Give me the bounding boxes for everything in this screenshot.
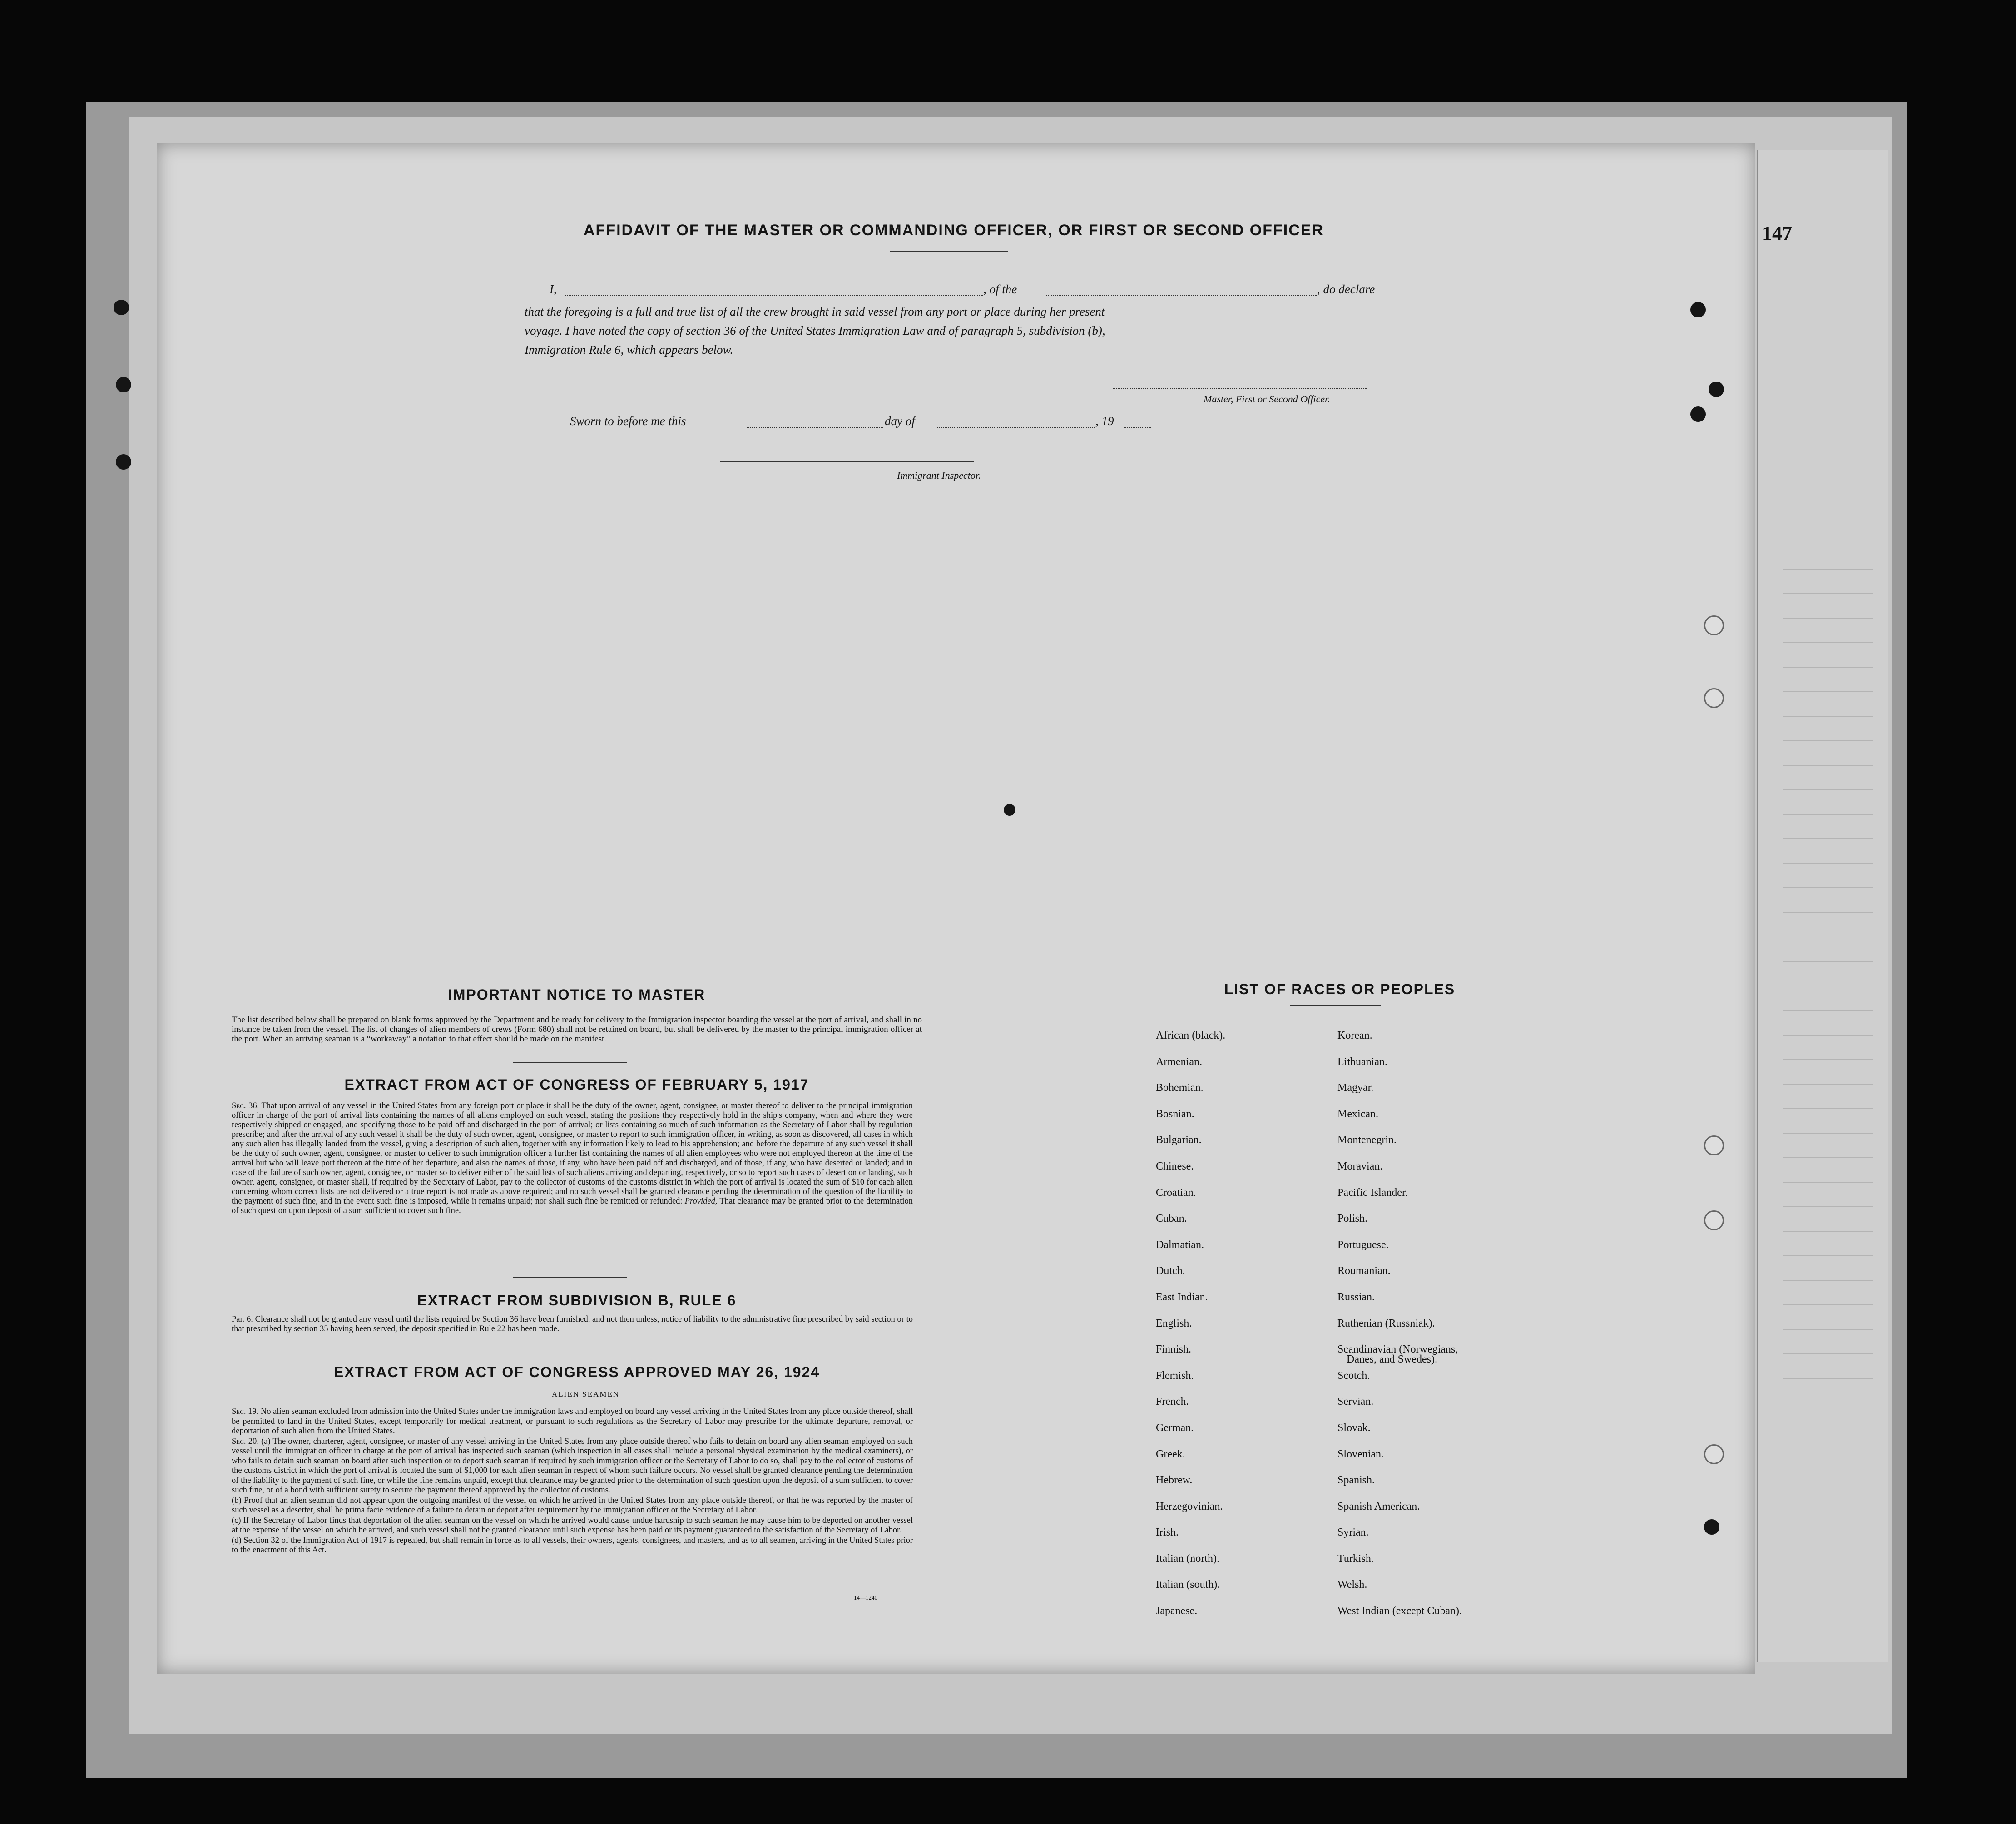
- proviso-text: That clearance may be granted prior to the determination of such question upon deposit of a sum sufficient to cover such fine.: [232, 1197, 913, 1215]
- section-label: Sec. 36.: [232, 1101, 259, 1110]
- sec-20b-text: (b) Proof that an alien seaman did not appear upon the outgoing manifest of the vessel on which he arrived in the United States from any place outside thereof, or that he was reported by the master of such vessel as a deserter, shall be prima facie evidence of a failure to detain or deport after requirement by the immigration officer or the Secretary of Labor.: [232, 1496, 913, 1515]
- sworn-day-field[interactable]: [747, 427, 883, 428]
- race-item: African (black).: [1156, 1030, 1226, 1041]
- affidavit-body-line: that the foregoing is a full and true list of all the crew brought in said vessel from any port or place during her present: [525, 305, 1105, 318]
- officer-name-field[interactable]: [565, 295, 983, 296]
- races-title-rule: [1290, 1005, 1381, 1006]
- race-item: Bosnian.: [1156, 1108, 1194, 1120]
- page-number: 147: [1762, 222, 1792, 244]
- section-label: Sec. 20.: [232, 1437, 259, 1446]
- affidavit-title: AFFIDAVIT OF THE MASTER OR COMMANDING OFFICER, OR FIRST OR SECOND OFFICER: [584, 222, 1324, 239]
- race-item: Finnish.: [1156, 1343, 1192, 1356]
- section-label: Sec. 19.: [232, 1407, 259, 1416]
- sworn-year-field[interactable]: [1124, 427, 1151, 428]
- ink-dot: [1004, 804, 1015, 816]
- race-item: Hebrew.: [1156, 1474, 1193, 1487]
- binder-hole: [116, 454, 131, 470]
- race-item: West Indian (except Cuban).: [1337, 1605, 1462, 1617]
- race-item: Lithuanian.: [1337, 1056, 1387, 1068]
- act-1924-body: [232, 1407, 913, 1556]
- race-item: Slovenian.: [1337, 1448, 1384, 1460]
- race-item: Armenian.: [1156, 1056, 1202, 1068]
- race-item: Polish.: [1337, 1213, 1368, 1225]
- race-item: Bulgarian.: [1156, 1134, 1202, 1146]
- race-item: Irish.: [1156, 1527, 1179, 1539]
- inspector-label: Immigrant Inspector.: [897, 470, 981, 481]
- race-item: Greek.: [1156, 1448, 1185, 1460]
- act-1924-paragraph: [232, 1407, 913, 1437]
- race-item: Scandinavian (Norwegians,: [1337, 1343, 1458, 1356]
- signature-label: Master, First or Second Officer.: [1204, 393, 1330, 405]
- affidavit-body-line: voyage. I have noted the copy of section 36 of the United States Immigration Law and of paragraph 5, subdivision (b),: [525, 324, 1105, 337]
- race-item: Servian.: [1337, 1396, 1374, 1408]
- race-item: Portuguese.: [1337, 1239, 1389, 1251]
- notice-title: IMPORTANT NOTICE TO MASTER: [448, 986, 706, 1003]
- race-item: Bohemian.: [1156, 1082, 1204, 1094]
- vessel-name-field[interactable]: [1045, 295, 1317, 296]
- act-1917-body: [232, 1101, 913, 1216]
- race-item: Ruthenian (Russniak).: [1337, 1317, 1435, 1329]
- race-item: Magyar.: [1337, 1082, 1374, 1094]
- section-rule: [513, 1062, 627, 1063]
- binder-hole: [1690, 406, 1706, 422]
- race-item: Japanese.: [1156, 1605, 1198, 1617]
- notice-body: The list described below shall be prepared on blank forms approved by the Department and be ready for delivery to the Immigration inspector boarding the vessel at the port of arrival, and shall in no instance be taken from the vessel. The list of changes of alien members of crews (Form 680) shall not be retained on board, but shall be delivered by the master to the principal immigration officer at the port. When an arriving seaman is a “workaway” a notation to that effect should be made on the manifest.: [232, 1015, 922, 1044]
- ledger-ruled-lines: [1783, 545, 1873, 1408]
- binder-hole: [1704, 1519, 1719, 1535]
- binder-hole: [116, 377, 131, 392]
- alien-seamen-subtitle: ALIEN SEAMEN: [552, 1390, 620, 1398]
- year-label: , 19: [1095, 414, 1114, 428]
- race-item: Flemish.: [1156, 1369, 1194, 1382]
- race-item: Korean.: [1337, 1030, 1372, 1041]
- title-rule: [890, 251, 1008, 252]
- sec-20d-text: (d) Section 32 of the Immigration Act of 1917 is repealed, but shall remain in force as to all vessels, their owners, agents, consignees, and masters, and as to all seamen, arriving in the United States prior to the enactment of this Act.: [232, 1536, 913, 1555]
- affidavit-of-the-label: , of the: [983, 283, 1017, 296]
- sworn-label: Sworn to before me this: [570, 414, 686, 428]
- races-title: LIST OF RACES OR PEOPLES: [1224, 981, 1456, 997]
- signature-line[interactable]: [1113, 388, 1367, 389]
- binder-hole-ring: [1704, 688, 1724, 708]
- subdivision-title: EXTRACT FROM SUBDIVISION B, RULE 6: [417, 1292, 737, 1309]
- races-left-column: [1156, 1023, 1225, 1625]
- race-item: Herzegovinian.: [1156, 1500, 1223, 1512]
- race-item: Chinese.: [1156, 1160, 1194, 1172]
- section-rule: [513, 1277, 627, 1278]
- sworn-month-field[interactable]: [936, 427, 1095, 428]
- race-item: Moravian.: [1337, 1160, 1383, 1172]
- race-item: Dutch.: [1156, 1265, 1185, 1277]
- race-item-continuation: Danes, and Swedes).: [1347, 1353, 1437, 1365]
- binder-hole-ring: [1704, 615, 1724, 635]
- sec-19-text: No alien seaman excluded from admission into the United States under the immigration laws and employed on board any vessel arriving in the United States from any place outside thereof, shall be permitted to land in the United States, except temporarily for medical treatment, or pursuant to such regulations as the Secretary of Labor may prescribe for the ultimate departure, removal, or deportation of such alien from the United States.: [232, 1407, 913, 1436]
- race-item: Spanish.: [1337, 1474, 1375, 1487]
- sec-20c-text: (c) If the Secretary of Labor finds that deportation of the alien seaman on the vessel on which he arrived would cause undue hardship to such seaman he may cause him to be deported on another vessel at the expense of the vessel on which he arrived, and such vessel shall not be granted clearance until such expense has been paid or its payment guaranteed to the satisfaction of the Secretary of Labor.: [232, 1516, 913, 1535]
- act-1917-text: That upon arrival of any vessel in the United States from any foreign port or place it shall be the duty of the owner, agent, consignee, or master thereof to deliver to the principal immigration officer in charge of the port of arrival lists containing the names of all aliens employed on such vessel, stating the positions they respectively hold in the ship's company, when and where they were respectively shipped or engaged, and specifying those to be paid off and discharged in the port of arrival; or lists containing so much of such information as the Secretary of Labor shall by regulation prescribe; and after the arrival of any such vessel it shall be the duty of such owner, agent, consignee, or master to report to such immigration officer, in writing, as soon as discovered, all cases in which any such alien has illegally landed from the vessel, giving a description of such alien, together with any information likely to lead to his apprehension; and before the departure of any such vessel it shall be the duty of such owner, agent, consignee, or master to deliver to such immigration officer a further list containing the names of all alien employees who were not employed thereon at the time of the arrival but who will leave port thereon at the time of her departure, and also the names of those, if any, who have been paid off and discharged, and of those, if any, who have deserted or landed; and in case of the failure of such owner, agent, consignee, or master so to deliver either of the said lists of such aliens arriving and departing, respectively, or so to report such cases of desertion or landing, such owner, agent, consignee, or master shall, if required by the Secretary of Labor, pay to the collector of customs of the customs district in which the port of arrival is located the sum of $10 for each alien concerning whom correct lists are not delivered or a true report is not made as above required; and no such vessel shall be granted clearance pending the determination of the question of the liability to the payment of such fine, and in the event such fine is imposed, while it remains unpaid; nor shall such fine be remitted or refunded:: [232, 1101, 913, 1206]
- race-item: Russian.: [1337, 1291, 1375, 1303]
- race-item: Croatian.: [1156, 1186, 1196, 1199]
- race-item: East Indian.: [1156, 1291, 1208, 1303]
- sec-20a-text: (a) The owner, charterer, agent, consignee, or master of any vessel arriving in the United States from any place outside thereof who fails to detain on board any alien seaman employed on such vessel until the immigration officer in charge at the port of arrival has inspected such seaman (which inspection in all cases shall include a personal physical examination by the medical examiners), or who fails to detain such seaman on board after such inspection or to deport such seaman if required by such immigration officer or the Secretary of Labor to do so, shall pay to the collector of customs of the customs district in which the port of arrival is located the sum of $1,000 for each alien seaman in respect of whom such failure occurs. No vessel shall be granted clearance pending the determination of the liability to the payment of such fine, or while the fine remains unpaid, except that clearance may be granted prior to the determination of such question upon the deposit of a sum sufficient to cover such fine, or of a bond with sufficient surety to secure the payment thereof approved by the collector of customs.: [232, 1437, 913, 1495]
- race-item: Roumanian.: [1337, 1265, 1391, 1277]
- binder-hole: [114, 300, 129, 315]
- race-item: Spanish American.: [1337, 1500, 1420, 1512]
- form-number: 14—1240: [854, 1594, 877, 1601]
- binder-hole: [1690, 302, 1706, 317]
- race-item: Dalmatian.: [1156, 1239, 1204, 1251]
- race-item: Cuban.: [1156, 1213, 1187, 1225]
- race-item: Italian (north).: [1156, 1552, 1219, 1565]
- race-item: English.: [1156, 1317, 1192, 1329]
- binder-hole-ring: [1704, 1135, 1724, 1155]
- subdivision-body: Par. 6. Clearance shall not be granted any vessel until the lists required by Section 36 have been furnished, and not then unless, notice of liability to the administrative fine prescribed by said section or to that prescribed by section 35 having been served, the deposit specified in Rule 22 has been made.: [232, 1315, 913, 1333]
- affidavit-i-label: I,: [550, 283, 557, 296]
- race-item: Mexican.: [1337, 1108, 1378, 1120]
- race-item: Syrian.: [1337, 1527, 1369, 1539]
- race-item: Montenegrin.: [1337, 1134, 1397, 1146]
- proviso-label: Provided,: [684, 1197, 718, 1206]
- race-item: Turkish.: [1337, 1552, 1374, 1565]
- act-1924-title: EXTRACT FROM ACT OF CONGRESS APPROVED MAY 26, 1924: [333, 1364, 820, 1380]
- binder-hole: [1709, 382, 1724, 397]
- race-item: Slovak.: [1337, 1422, 1371, 1434]
- day-of-label: day of: [885, 414, 915, 428]
- act-1924-paragraph: [232, 1437, 913, 1496]
- race-item: French.: [1156, 1396, 1189, 1408]
- race-item: German.: [1156, 1422, 1194, 1434]
- binder-hole-ring: [1704, 1444, 1724, 1464]
- affidavit-statement: [525, 302, 1410, 359]
- act-1917-title: EXTRACT FROM ACT OF CONGRESS OF FEBRUARY 5, 1917: [344, 1076, 809, 1093]
- races-right-column: [1337, 1023, 1462, 1625]
- race-item: Welsh.: [1337, 1579, 1367, 1591]
- binder-hole-ring: [1704, 1210, 1724, 1230]
- race-item: Italian (south).: [1156, 1579, 1220, 1591]
- race-item: Scotch.: [1337, 1369, 1370, 1382]
- race-item: Pacific Islander.: [1337, 1186, 1408, 1199]
- affidavit-declare-label: , do declare: [1317, 283, 1375, 296]
- affidavit-body-line: Immigration Rule 6, which appears below.: [525, 343, 733, 357]
- inspector-signature-line[interactable]: [720, 461, 974, 462]
